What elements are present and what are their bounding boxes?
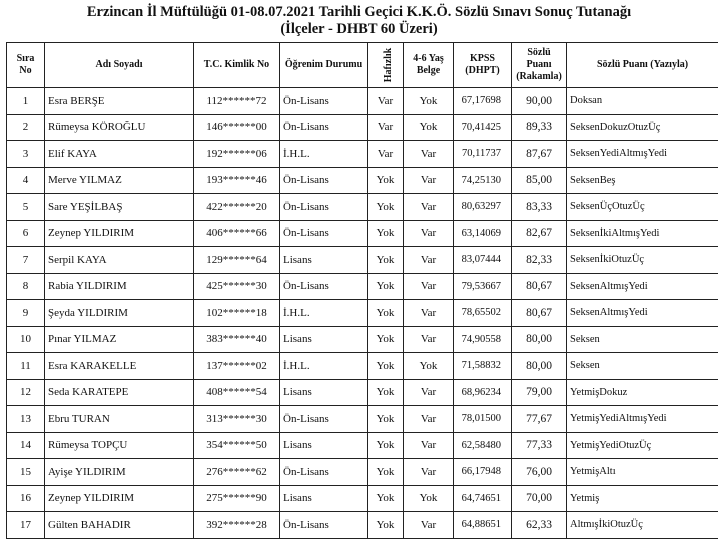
cell-yas: Var [404, 326, 454, 353]
cell-yas: Var [404, 300, 454, 327]
table-row [7, 406, 718, 433]
cell-ad: Zeynep YILDIRIM [45, 220, 194, 247]
table-row [7, 432, 718, 459]
cell-sozlu: 77,33 [512, 432, 567, 459]
cell-sozlu: 89,33 [512, 114, 567, 141]
cell-kpss: 78,65502 [454, 300, 512, 327]
table-row [7, 141, 718, 168]
cell-kpss: 74,25130 [454, 167, 512, 194]
cell-ogrenim: Lisans [280, 326, 368, 353]
header-hafizlik-label: Hafızlık [383, 47, 395, 83]
cell-tc: 102******18 [194, 300, 280, 327]
cell-tc: 137******02 [194, 353, 280, 380]
table-row [7, 273, 718, 300]
cell-ad: Rabia YILDIRIM [45, 273, 194, 300]
table-row [7, 459, 718, 486]
cell-yazi: YetmişAltı [567, 459, 718, 486]
cell-ogrenim: Ön-Lisans [280, 512, 368, 539]
cell-sira: 9 [7, 300, 45, 327]
cell-yas: Var [404, 459, 454, 486]
header-ogrenim: Öğrenim Durumu [280, 43, 368, 88]
cell-ad: Elif KAYA [45, 141, 194, 168]
header-yazi: Sözlü Puanı (Yazıyla) [567, 43, 718, 88]
header-yas: 4-6 Yaş Belge [404, 43, 454, 88]
header-sira: Sıra No [7, 43, 45, 88]
cell-kpss: 71,58832 [454, 353, 512, 380]
header-sozlu: Sözlü Puanı (Rakamla) [512, 43, 567, 88]
cell-tc: 425******30 [194, 273, 280, 300]
cell-yazi: YetmişYediOtuzÜç [567, 432, 718, 459]
cell-sozlu: 80,67 [512, 300, 567, 327]
cell-sozlu: 82,33 [512, 247, 567, 274]
cell-tc: 275******90 [194, 485, 280, 512]
cell-tc: 354******50 [194, 432, 280, 459]
cell-yazi: SeksenBeş [567, 167, 718, 194]
cell-yas: Var [404, 220, 454, 247]
header-row [7, 43, 718, 88]
cell-ad: Serpil KAYA [45, 247, 194, 274]
cell-yazi: YetmişDokuz [567, 379, 718, 406]
cell-tc: 129******64 [194, 247, 280, 274]
cell-kpss: 74,90558 [454, 326, 512, 353]
cell-hafizlik: Var [368, 114, 404, 141]
cell-hafizlik: Yok [368, 194, 404, 221]
cell-ad: Ayişe YILDIRIM [45, 459, 194, 486]
cell-ad: Zeynep YILDIRIM [45, 485, 194, 512]
table-row [7, 194, 718, 221]
cell-ad: Pınar YILMAZ [45, 326, 194, 353]
cell-ogrenim: Ön-Lisans [280, 220, 368, 247]
cell-yazi: YetmişYediAltmışYedi [567, 406, 718, 433]
cell-ad: Sare YEŞİLBAŞ [45, 194, 194, 221]
table-row [7, 353, 718, 380]
cell-ad: Gülten BAHADIR [45, 512, 194, 539]
cell-yas: Var [404, 194, 454, 221]
cell-ogrenim: Lisans [280, 432, 368, 459]
cell-kpss: 78,01500 [454, 406, 512, 433]
cell-kpss: 63,14069 [454, 220, 512, 247]
cell-sozlu: 62,33 [512, 512, 567, 539]
cell-yas: Yok [404, 485, 454, 512]
cell-hafizlik: Var [368, 88, 404, 115]
cell-ad: Merve YILMAZ [45, 167, 194, 194]
cell-sira: 12 [7, 379, 45, 406]
cell-tc: 383******40 [194, 326, 280, 353]
cell-yas: Yok [404, 353, 454, 380]
cell-ogrenim: İ.H.L. [280, 300, 368, 327]
cell-yas: Var [404, 512, 454, 539]
table-row [7, 88, 718, 115]
cell-hafizlik: Yok [368, 273, 404, 300]
cell-yas: Var [404, 406, 454, 433]
cell-ogrenim: Ön-Lisans [280, 273, 368, 300]
cell-yas: Var [404, 379, 454, 406]
cell-yazi: SeksenDokuzOtuzÜç [567, 114, 718, 141]
cell-ogrenim: Lisans [280, 247, 368, 274]
cell-sira: 4 [7, 167, 45, 194]
cell-sira: 15 [7, 459, 45, 486]
table-row [7, 485, 718, 512]
cell-ad: Şeyda YILDIRIM [45, 300, 194, 327]
cell-yas: Var [404, 167, 454, 194]
table-row [7, 114, 718, 141]
cell-yazi: Seksen [567, 353, 718, 380]
cell-tc: 193******46 [194, 167, 280, 194]
cell-yazi: SeksenÜçOtuzÜç [567, 194, 718, 221]
cell-sozlu: 83,33 [512, 194, 567, 221]
cell-ad: Esra KARAKELLE [45, 353, 194, 380]
cell-yazi: SeksenAltmışYedi [567, 300, 718, 327]
cell-yas: Var [404, 247, 454, 274]
cell-sira: 14 [7, 432, 45, 459]
cell-ogrenim: Lisans [280, 379, 368, 406]
table-row [7, 512, 718, 539]
results-table [6, 42, 718, 539]
cell-kpss: 80,63297 [454, 194, 512, 221]
cell-sira: 5 [7, 194, 45, 221]
cell-sozlu: 80,00 [512, 326, 567, 353]
cell-sira: 1 [7, 88, 45, 115]
table-row [7, 326, 718, 353]
cell-sira: 11 [7, 353, 45, 380]
header-tc: T.C. Kimlik No [194, 43, 280, 88]
cell-yazi: Yetmiş [567, 485, 718, 512]
cell-yas: Var [404, 141, 454, 168]
cell-hafizlik: Yok [368, 432, 404, 459]
cell-ogrenim: İ.H.L. [280, 141, 368, 168]
cell-tc: 146******00 [194, 114, 280, 141]
cell-sozlu: 70,00 [512, 485, 567, 512]
cell-hafizlik: Yok [368, 247, 404, 274]
cell-kpss: 64,74651 [454, 485, 512, 512]
cell-kpss: 83,07444 [454, 247, 512, 274]
cell-sira: 7 [7, 247, 45, 274]
cell-kpss: 70,11737 [454, 141, 512, 168]
document-title: Erzincan İl Müftülüğü 01-08.07.2021 Tarihli Geçici K.K.Ö. Sözlü Sınavı Sonuç Tutanağı [86, 4, 632, 20]
cell-ogrenim: Ön-Lisans [280, 194, 368, 221]
cell-sozlu: 80,00 [512, 353, 567, 380]
cell-hafizlik: Yok [368, 300, 404, 327]
cell-tc: 406******66 [194, 220, 280, 247]
cell-hafizlik: Yok [368, 485, 404, 512]
cell-yas: Yok [404, 88, 454, 115]
cell-kpss: 62,58480 [454, 432, 512, 459]
cell-kpss: 68,96234 [454, 379, 512, 406]
table-row [7, 167, 718, 194]
cell-ogrenim: Ön-Lisans [280, 114, 368, 141]
header-hafizlik [368, 43, 404, 88]
cell-sozlu: 82,67 [512, 220, 567, 247]
cell-hafizlik: Yok [368, 326, 404, 353]
cell-ad: Esra BERŞE [45, 88, 194, 115]
cell-ogrenim: Ön-Lisans [280, 459, 368, 486]
cell-yas: Var [404, 273, 454, 300]
table-row [7, 379, 718, 406]
cell-hafizlik: Yok [368, 406, 404, 433]
cell-tc: 112******72 [194, 88, 280, 115]
table-body [7, 88, 718, 539]
document-subtitle: (İlçeler - DHBT 60 Üzeri) [280, 21, 438, 37]
cell-ogrenim: Ön-Lisans [280, 167, 368, 194]
cell-sira: 2 [7, 114, 45, 141]
cell-sira: 16 [7, 485, 45, 512]
cell-kpss: 67,17698 [454, 88, 512, 115]
cell-yazi: Seksen [567, 326, 718, 353]
cell-ogrenim: İ.H.L. [280, 353, 368, 380]
table-row [7, 247, 718, 274]
table-row [7, 220, 718, 247]
cell-ad: Ebru TURAN [45, 406, 194, 433]
cell-yazi: SeksenİkiAltmışYedi [567, 220, 718, 247]
cell-sozlu: 85,00 [512, 167, 567, 194]
cell-sira: 6 [7, 220, 45, 247]
cell-kpss: 66,17948 [454, 459, 512, 486]
cell-tc: 422******20 [194, 194, 280, 221]
cell-sozlu: 87,67 [512, 141, 567, 168]
table-row [7, 300, 718, 327]
cell-hafizlik: Yok [368, 459, 404, 486]
cell-kpss: 70,41425 [454, 114, 512, 141]
cell-hafizlik: Yok [368, 379, 404, 406]
cell-yazi: AltmışİkiOtuzÜç [567, 512, 718, 539]
cell-sozlu: 76,00 [512, 459, 567, 486]
cell-tc: 276******62 [194, 459, 280, 486]
cell-tc: 408******54 [194, 379, 280, 406]
cell-sira: 10 [7, 326, 45, 353]
cell-kpss: 64,88651 [454, 512, 512, 539]
cell-ogrenim: Ön-Lisans [280, 406, 368, 433]
cell-hafizlik: Var [368, 141, 404, 168]
cell-yazi: SeksenAltmışYedi [567, 273, 718, 300]
cell-ogrenim: Ön-Lisans [280, 88, 368, 115]
cell-hafizlik: Yok [368, 220, 404, 247]
cell-sozlu: 90,00 [512, 88, 567, 115]
cell-kpss: 79,53667 [454, 273, 512, 300]
cell-hafizlik: Yok [368, 167, 404, 194]
cell-sira: 3 [7, 141, 45, 168]
cell-ad: Rümeysa KÖROĞLU [45, 114, 194, 141]
cell-ad: Seda KARATEPE [45, 379, 194, 406]
cell-sozlu: 77,67 [512, 406, 567, 433]
cell-yazi: SeksenYediAltmışYedi [567, 141, 718, 168]
cell-hafizlik: Yok [368, 353, 404, 380]
cell-tc: 192******06 [194, 141, 280, 168]
cell-sira: 8 [7, 273, 45, 300]
cell-yas: Var [404, 432, 454, 459]
cell-ogrenim: Lisans [280, 485, 368, 512]
cell-ad: Rümeysa TOPÇU [45, 432, 194, 459]
cell-sira: 13 [7, 406, 45, 433]
cell-tc: 392******28 [194, 512, 280, 539]
header-ad: Adı Soyadı [45, 43, 194, 88]
cell-sira: 17 [7, 512, 45, 539]
cell-sozlu: 79,00 [512, 379, 567, 406]
header-kpss: KPSS (DHPT) [454, 43, 512, 88]
cell-yas: Yok [404, 114, 454, 141]
cell-yazi: Doksan [567, 88, 718, 115]
cell-sozlu: 80,67 [512, 273, 567, 300]
cell-yazi: SeksenİkiOtuzÜç [567, 247, 718, 274]
cell-hafizlik: Yok [368, 512, 404, 539]
cell-tc: 313******30 [194, 406, 280, 433]
